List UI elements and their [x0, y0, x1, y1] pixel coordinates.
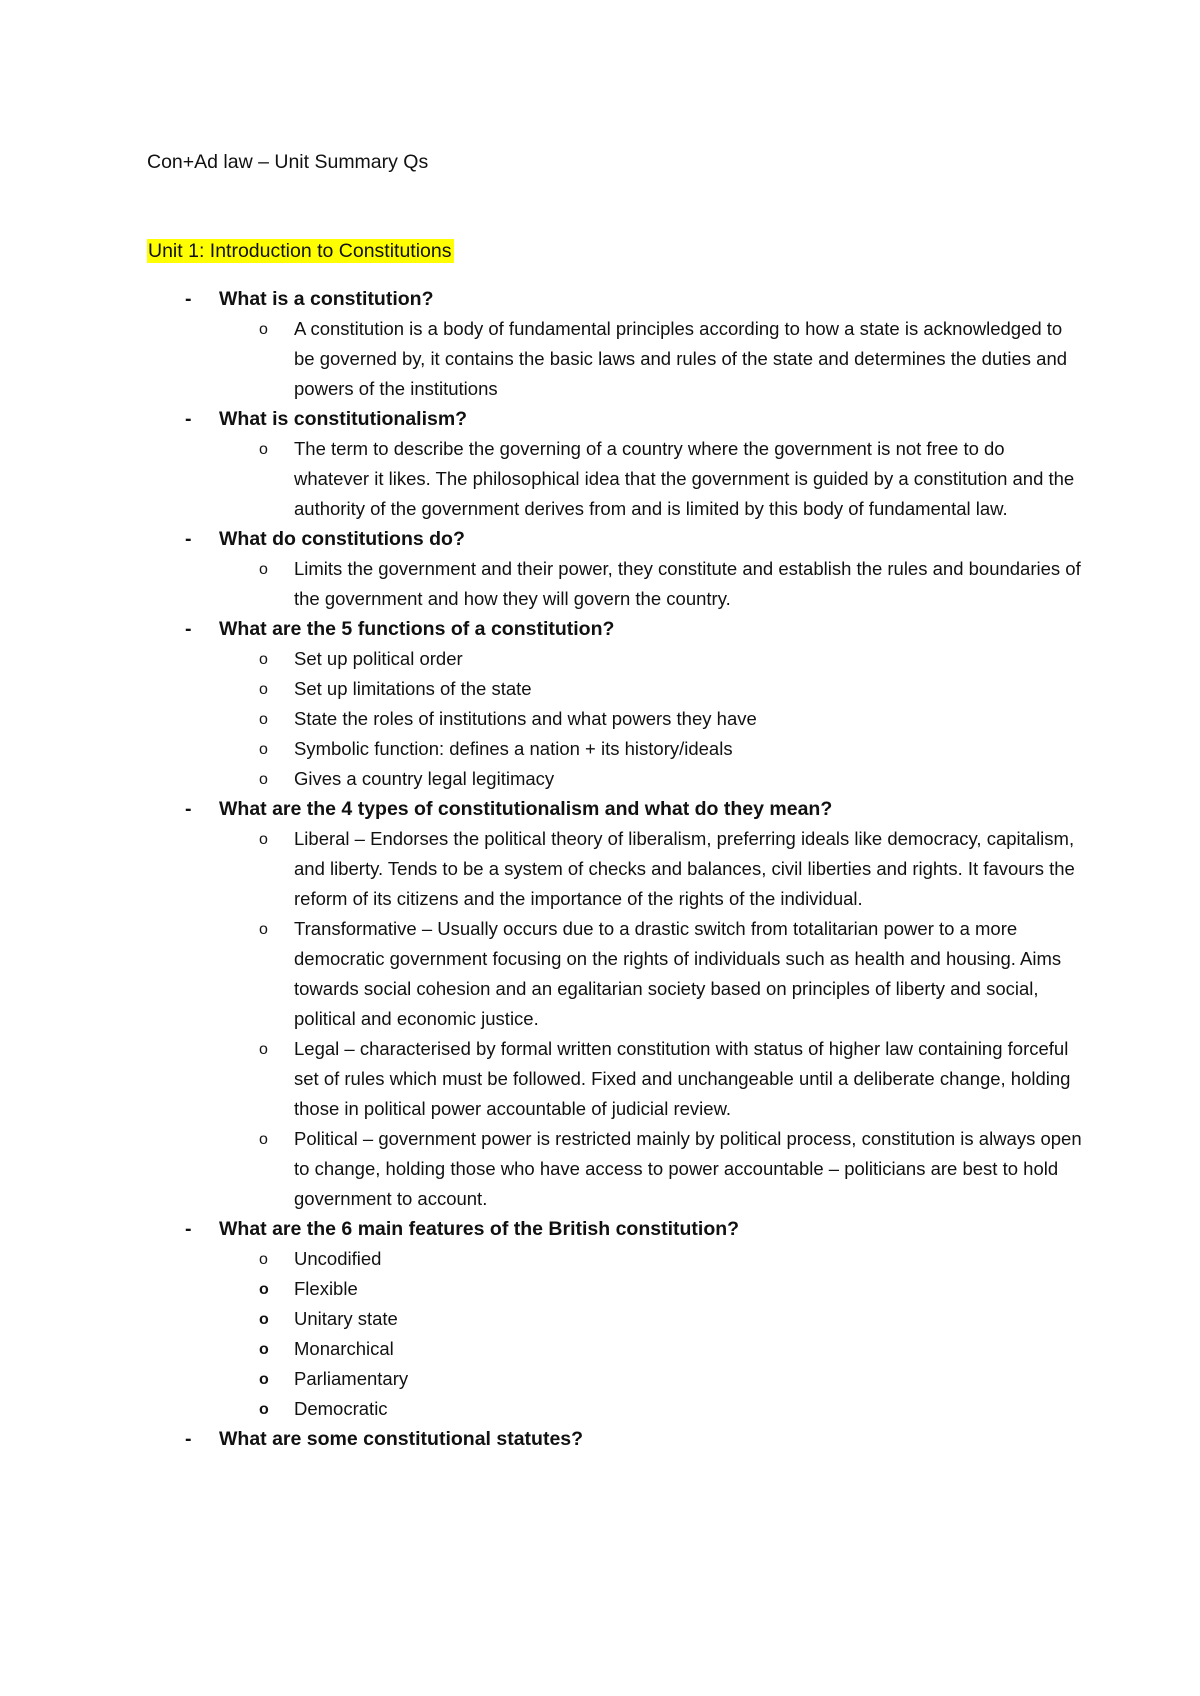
answer-item [147, 1334, 1077, 1364]
circle-bullet-icon: o [259, 441, 268, 458]
question-text: What do constitutions do? [219, 528, 465, 550]
question-item [147, 1214, 1077, 1424]
answer-text: Gives a country legal legitimacy [294, 768, 555, 789]
answer-item [147, 1124, 1082, 1214]
answer-text: Unitary state [294, 1308, 398, 1329]
question-text: What are the 4 types of constitutionalism and what do they mean? [219, 798, 833, 820]
answer-text: A constitution is a body of fundamental principles according to how a state is acknowledged to be governed by, it contains the basic laws and rules of the state and determines the duties and powers of the institutions [294, 318, 1068, 399]
answer-text: Parliamentary [294, 1368, 409, 1389]
answer-item [147, 734, 1077, 764]
circle-bullet-icon: o [259, 1251, 268, 1268]
answer-text: Set up limitations of the state [294, 678, 532, 699]
answer-item [147, 674, 1077, 704]
question-row [147, 1214, 1077, 1244]
answer-list [147, 1244, 1077, 1424]
unit-heading: Unit 1: Introduction to Constitutions [148, 240, 452, 262]
question-row [147, 794, 1077, 824]
circle-bullet-icon: o [259, 1341, 269, 1358]
answer-text: State the roles of institutions and what powers they have [294, 708, 757, 729]
answer-text: Limits the government and their power, they constitute and establish the rules and boundaries of the government and how they will govern the country. [294, 558, 1081, 609]
answer-text: Monarchical [294, 1338, 394, 1359]
answer-item [147, 704, 1077, 734]
circle-bullet-icon: o [259, 651, 268, 668]
question-list [147, 284, 1082, 1454]
dash-bullet: - [185, 528, 192, 550]
circle-bullet-icon: o [259, 711, 268, 728]
question-text: What are the 5 functions of a constitution? [219, 618, 615, 640]
circle-bullet-icon: o [259, 1401, 269, 1418]
answer-text: Democratic [294, 1398, 388, 1419]
circle-bullet-icon: o [259, 771, 268, 788]
answer-text: Symbolic function: defines a nation + its history/ideals [294, 738, 733, 759]
question-row [147, 284, 1077, 314]
answer-item [147, 644, 1077, 674]
circle-bullet-icon: o [259, 831, 268, 848]
answer-text: Flexible [294, 1278, 358, 1299]
answer-item [147, 1304, 1077, 1334]
answer-item [147, 1274, 1077, 1304]
circle-bullet-icon: o [259, 741, 268, 758]
question-item [147, 794, 1082, 1214]
answer-text: Uncodified [294, 1248, 382, 1269]
answer-item [147, 824, 1077, 914]
answer-text: Legal – characterised by formal written constitution with status of higher law containing forceful set of rules which must be followed. Fixed and unchangeable until a deliberate change, holding those in political power accountable of judicial review. [294, 1038, 1071, 1119]
question-text: What are the 6 main features of the British constitution? [219, 1218, 740, 1240]
question-item [147, 284, 1077, 404]
answer-text: Transformative – Usually occurs due to a drastic switch from totalitarian power to a more democratic government focusing on the rights of individuals such as health and housing. Aims towards social cohesion and an egalitarian society based on principles of liberty and social, political and economic justice. [294, 918, 1062, 1029]
answer-item [147, 914, 1077, 1034]
question-item [147, 614, 1077, 794]
answer-text: Liberal – Endorses the political theory of liberalism, preferring ideals like democracy, capitalism, and liberty. Tends to be a system of checks and balances, civil liberties and rights. It favours the reform of its citizens and the importance of the rights of the individual. [294, 828, 1075, 909]
circle-bullet-icon: o [259, 681, 268, 698]
circle-bullet-icon: o [259, 1131, 268, 1148]
answer-text: The term to describe the governing of a country where the government is not free to do whatever it likes. The philosophical idea that the government is guided by a constitution and the authority of the government derives from and is limited by this body of fundamental law. [294, 438, 1075, 519]
circle-bullet-icon: o [259, 1371, 269, 1388]
circle-bullet-icon: o [259, 921, 268, 938]
dash-bullet: - [185, 408, 192, 430]
answer-list [147, 314, 1077, 404]
answer-list [147, 824, 1082, 1214]
answer-item [147, 554, 1081, 614]
answer-item [147, 1244, 1077, 1274]
dash-bullet: - [185, 1218, 192, 1240]
circle-bullet-icon: o [259, 1311, 269, 1328]
question-row [147, 404, 1077, 434]
answer-item [147, 1364, 1077, 1394]
dash-bullet: - [185, 1428, 192, 1450]
circle-bullet-icon: o [259, 1281, 269, 1298]
question-row [147, 614, 1077, 644]
question-text: What is a constitution? [219, 288, 434, 310]
dash-bullet: - [185, 288, 192, 310]
question-text: What are some constitutional statutes? [219, 1428, 584, 1450]
answer-item [147, 1034, 1077, 1124]
answer-item [147, 314, 1077, 404]
answer-list [147, 434, 1077, 524]
document-title: Con+Ad law – Unit Summary Qs [147, 151, 429, 173]
question-item [147, 404, 1077, 524]
circle-bullet-icon: o [259, 561, 268, 578]
answer-item [147, 764, 1077, 794]
answer-item [147, 1394, 1077, 1424]
answer-text: Set up political order [294, 648, 463, 669]
question-text: What is constitutionalism? [219, 408, 468, 430]
circle-bullet-icon: o [259, 1041, 268, 1058]
question-row [147, 1424, 1077, 1454]
answer-text: Political – government power is restricted mainly by political process, constitution is always open to change, holding those who have access to power accountable – politicians are best to hold government to account. [294, 1128, 1082, 1209]
answer-item [147, 434, 1077, 524]
question-item [147, 524, 1081, 614]
answer-list [147, 554, 1081, 614]
dash-bullet: - [185, 618, 192, 640]
question-item [147, 1424, 1077, 1454]
question-row [147, 524, 1077, 554]
circle-bullet-icon: o [259, 321, 268, 338]
answer-list [147, 644, 1077, 794]
dash-bullet: - [185, 798, 192, 820]
